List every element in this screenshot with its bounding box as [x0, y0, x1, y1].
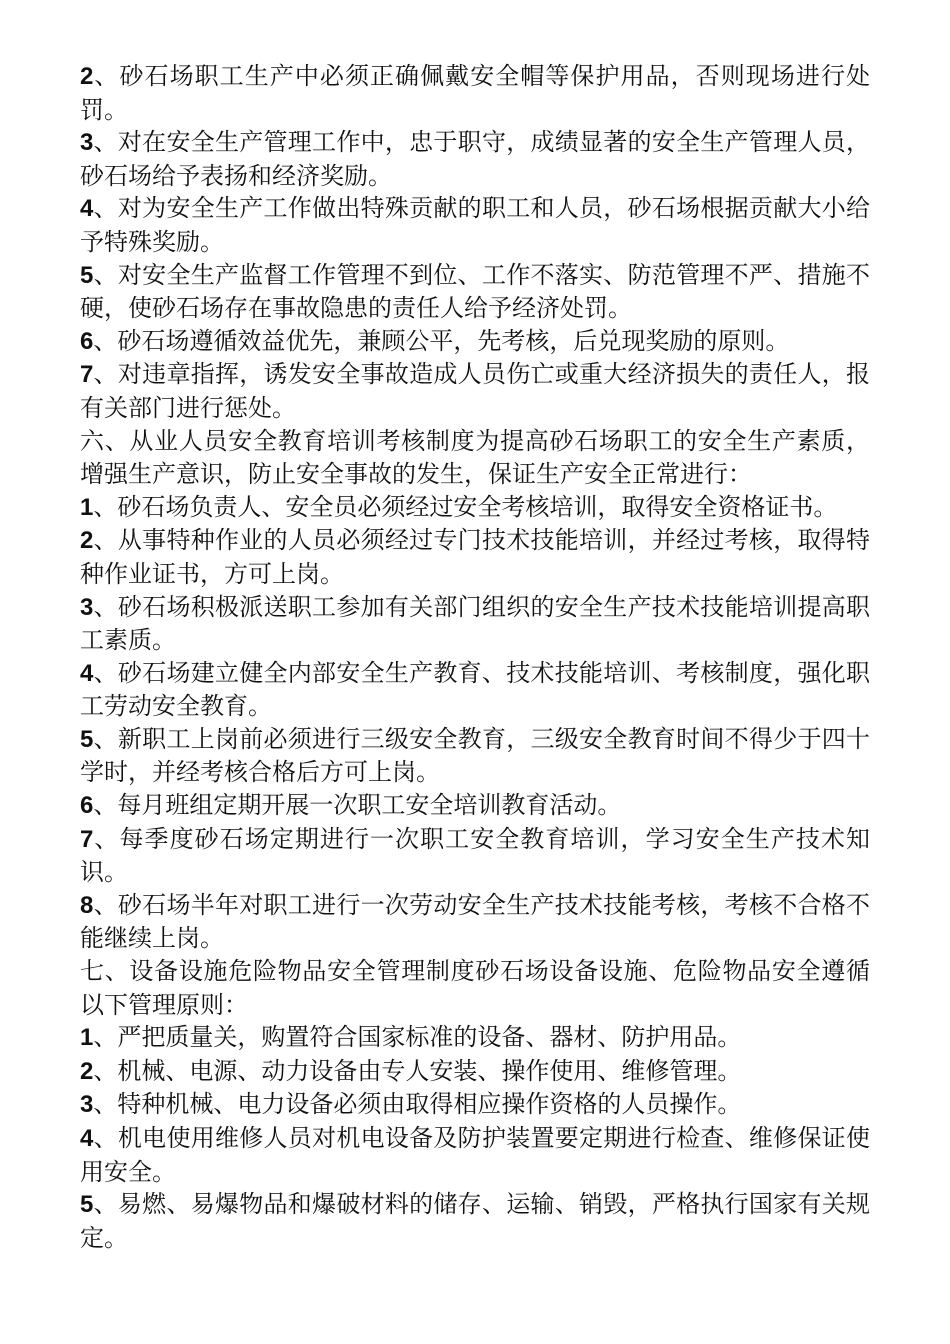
paragraph: [80, 259, 870, 325]
paragraph-text: 、每季度砂石场定期进行一次职工安全教育培训，学习安全生产技术知识。: [80, 824, 870, 887]
paragraph: [80, 723, 870, 789]
paragraph: [80, 126, 870, 192]
paragraph: [80, 889, 870, 955]
paragraph: [80, 657, 870, 723]
paragraph-text: 七、设备设施危险物品安全管理制度砂石场设备设施、危险物品安全遵循以下管理原则：: [80, 957, 870, 1019]
item-number: 3: [80, 593, 94, 621]
paragraph: [80, 192, 870, 258]
paragraph-text: 、对违章指挥，诱发安全事故造成人员伤亡或重大经济损失的责任人，报有关部门进行惩处。: [80, 360, 870, 422]
section-heading: [80, 425, 870, 491]
paragraph-text: 、砂石场积极派送职工参加有关部门组织的安全生产技术技能培训提高职工素质。: [80, 592, 870, 655]
item-number: 3: [80, 1091, 94, 1119]
paragraph-text: 、机械、电源、动力设备由专人安装、操作使用、维修管理。: [93, 1056, 742, 1085]
item-number: 3: [80, 129, 94, 157]
paragraph-text: 、砂石场遵循效益优先，兼顾公平，先考核，后兑现奖励的原则。: [93, 326, 790, 355]
item-number: 6: [80, 792, 94, 820]
paragraph: [80, 524, 870, 590]
item-number: 4: [80, 195, 94, 223]
paragraph-text: 六、从业人员安全教育培训考核制度为提高砂石场职工的安全生产素质，增强生产意识，防止安全事故的发生，保证生产安全正常进行：: [80, 426, 870, 489]
paragraph: [80, 789, 870, 823]
paragraph-text: 、新职工上岗前必须进行三级安全教育，三级安全教育时间不得少于四十学时，并经考核合格后方可上岗。: [80, 724, 870, 787]
paragraph: [80, 358, 870, 424]
paragraph-text: 、砂石场负责人、安全员必须经过安全考核培训，取得安全资格证书。: [93, 492, 838, 521]
item-number: 2: [80, 527, 94, 555]
paragraph: [80, 491, 870, 525]
paragraph-text: 、对在安全生产管理工作中，忠于职守，成绩显著的安全生产管理人员，砂石场给予表扬和经济奖励。: [80, 128, 870, 190]
paragraph: [80, 1188, 870, 1254]
paragraph: [80, 325, 870, 359]
item-number: 1: [80, 493, 94, 521]
paragraph: [80, 1021, 870, 1055]
item-number: 5: [80, 725, 94, 753]
item-number: 7: [80, 361, 94, 389]
item-number: 5: [80, 261, 94, 289]
item-number: 1: [80, 1024, 94, 1052]
section-heading: [80, 955, 870, 1021]
item-number: 2: [80, 63, 94, 90]
paragraph-text: 、每月班组定期开展一次职工安全培训教育活动。: [93, 791, 622, 820]
paragraph-text: 、严把质量关，购置符合国家标准的设备、器材、防护用品。: [93, 1023, 742, 1052]
paragraph-text: 、易燃、易爆物品和爆破材料的储存、运输、销毁，严格执行国家有关规定。: [80, 1190, 870, 1252]
paragraph: [80, 823, 870, 889]
paragraph-text: 、砂石场半年对职工进行一次劳动安全生产技术技能考核，考核不合格不能继续上岗。: [80, 890, 870, 953]
paragraph: [80, 60, 870, 126]
paragraph-text: 、砂石场建立健全内部安全生产教育、技术技能培训、考核制度，强化职工劳动安全教育。: [80, 658, 870, 721]
paragraph-text: 、从事特种作业的人员必须经过专门技术技能培训，并经过考核，取得特种作业证书，方可上岗。: [80, 526, 870, 588]
paragraph-text: 、砂石场职工生产中必须正确佩戴安全帽等保护用品，否则现场进行处罚。: [80, 62, 870, 124]
paragraph: [80, 591, 870, 657]
item-number: 7: [80, 825, 94, 853]
item-number: 4: [80, 1125, 94, 1152]
paragraph-text: 、对为安全生产工作做出特殊贡献的职工和人员，砂石场根据贡献大小给予特殊奖励。: [80, 194, 870, 256]
item-number: 4: [80, 659, 94, 687]
paragraph: [80, 1088, 870, 1122]
paragraph-text: 、特种机械、电力设备必须由取得相应操作资格的人员操作。: [93, 1090, 742, 1119]
paragraph: [80, 1122, 870, 1188]
paragraph: [80, 1055, 870, 1089]
item-number: 5: [80, 1191, 94, 1219]
item-number: 8: [80, 891, 94, 919]
paragraph-text: 、对安全生产监督工作管理不到位、工作不落实、防范管理不严、措施不硬，使砂石场存在事故隐患的责任人给予经济处罚。: [80, 260, 870, 323]
paragraph-text: 、机电使用维修人员对机电设备及防护装置要定期进行检查、维修保证使用安全。: [80, 1124, 870, 1186]
item-number: 6: [80, 327, 94, 355]
item-number: 2: [80, 1057, 94, 1085]
